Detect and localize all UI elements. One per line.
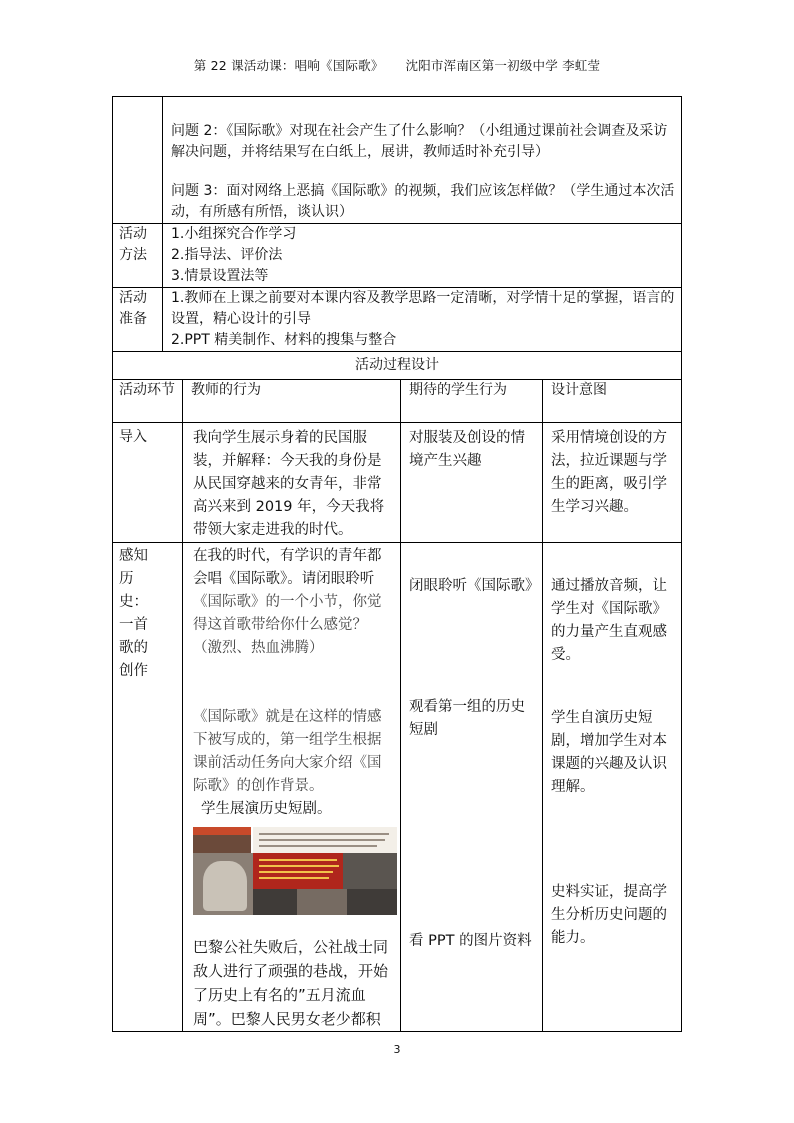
collage-photo-right (343, 853, 397, 889)
prep-item: 1.教师在上课之前要对本课内容及教学思路一定清晰，对学情十足的掌握，语言的设置，精心设计的引导 (171, 290, 675, 327)
teacher-text-1a: 在我的时代，有学识的青年都会唱《国际歌》。请闭眼聆听 (193, 548, 382, 587)
col-student-header: 期待的学生行为 (401, 380, 543, 423)
lesson-plan-table (112, 96, 682, 1032)
perceive-student (401, 543, 543, 1032)
prep-label: 活动准备 (113, 288, 163, 352)
teacher-text-4: 巴黎公社失败后，公社战士同敌人进行了顽强的巷战，开始了历史上有名的”五月流血周”。巴黎人民男女老少都积 (193, 938, 389, 1028)
method-item: 1.小组探究合作学习 (171, 226, 297, 242)
student-text-3: 看 PPT 的图片资料 (409, 933, 532, 949)
collage-text-line (259, 839, 385, 841)
method-item: 3.情景设置法等 (171, 268, 269, 284)
col-intent-header: 设计意图 (543, 380, 682, 423)
collage-text-line (259, 845, 377, 847)
perceive-intent (543, 543, 682, 1032)
student-text-2: 观看第一组的历史短剧 (409, 699, 525, 738)
lesson-title: 第 22 课活动课：唱响《国际歌》 (193, 58, 384, 73)
page-header (0, 56, 794, 74)
process-title-row (113, 352, 682, 380)
collage-bottom-photo (297, 889, 347, 915)
perceive-stage: 感知历史：一首歌的创作 (113, 543, 183, 1032)
school-author: 沈阳市浑南区第一初级中学 李虹莹 (405, 58, 601, 73)
method-label: 活动方法 (113, 224, 163, 288)
collage-text-line (259, 833, 389, 835)
method-item: 2.指导法、评价法 (171, 247, 283, 263)
prep-item: 2.PPT 精美制作、材料的搜集与整合 (171, 332, 397, 348)
method-row (113, 224, 682, 288)
prep-cell (163, 288, 682, 352)
teacher-text-1b: 《国际歌》的一个小节，你觉得这首歌带给你什么感觉？（激烈、热血沸腾） (193, 594, 382, 656)
teacher-text-2: 《国际歌》就是在这样的情感下被写成的，第一组学生根据课前活动任务向大家介绍《国际歌》的创作背景。 (193, 709, 382, 794)
prep-row (113, 288, 682, 352)
collage-statue (203, 861, 247, 911)
intent-text-1: 通过播放音频，让学生对《国际歌》的力量产生直观感受。 (551, 578, 667, 663)
col-teacher-header: 教师的行为 (183, 380, 401, 423)
process-title: 活动过程设计 (113, 352, 682, 380)
ppt-image-collage (193, 827, 397, 915)
col-stage-header: 活动环节 (113, 380, 183, 423)
collage-red-text-line (259, 865, 339, 867)
questions-label-cell (113, 97, 163, 224)
teacher-text-3: 学生展演历史短剧。 (201, 801, 332, 817)
student-text-1: 闭眼聆听《国际歌》 (409, 578, 540, 594)
perceive-teacher (183, 543, 401, 1032)
collage-red-text-line (259, 859, 337, 861)
collage-red-text-line (259, 877, 329, 879)
page-number: 3 (393, 1043, 401, 1056)
questions-row (113, 97, 682, 224)
intro-row (113, 423, 682, 543)
intro-teacher: 我向学生展示身着的民国服装，并解释：今天我的身份是从民国穿越来的女青年，非常高兴来到 2019 年，今天我将带领大家走进我的时代。 (183, 423, 401, 543)
intro-intent: 采用情境创设的方法，拉近课题与学生的距离，吸引学生学习兴趣。 (543, 423, 682, 543)
column-header-row (113, 380, 682, 423)
questions-cell (163, 97, 682, 224)
intro-student: 对服装及创设的情境产生兴趣 (401, 423, 543, 543)
collage-title-bar (193, 827, 251, 835)
question-3: 问题 3：面对网络上恶搞《国际歌》的视频，我们应该怎样做？（学生通过本次活动，有所感有所悟，谈认识） (171, 183, 675, 220)
intent-text-3: 史料实证，提高学生分析历史问题的能力。 (551, 884, 667, 946)
intent-text-2: 学生自演历史短剧，增加学生对本课题的兴趣及认识理解。 (551, 710, 667, 795)
intro-stage: 导入 (113, 423, 183, 543)
collage-red-text-line (259, 871, 333, 873)
method-cell (163, 224, 682, 288)
perceive-row (113, 543, 682, 1032)
question-2: 问题 2：《国际歌》对现在社会产生了什么影响？（小组通过课前社会调查及采访解决问题，并将结果写在白纸上，展讲，教师适时补充引导） (171, 123, 668, 160)
